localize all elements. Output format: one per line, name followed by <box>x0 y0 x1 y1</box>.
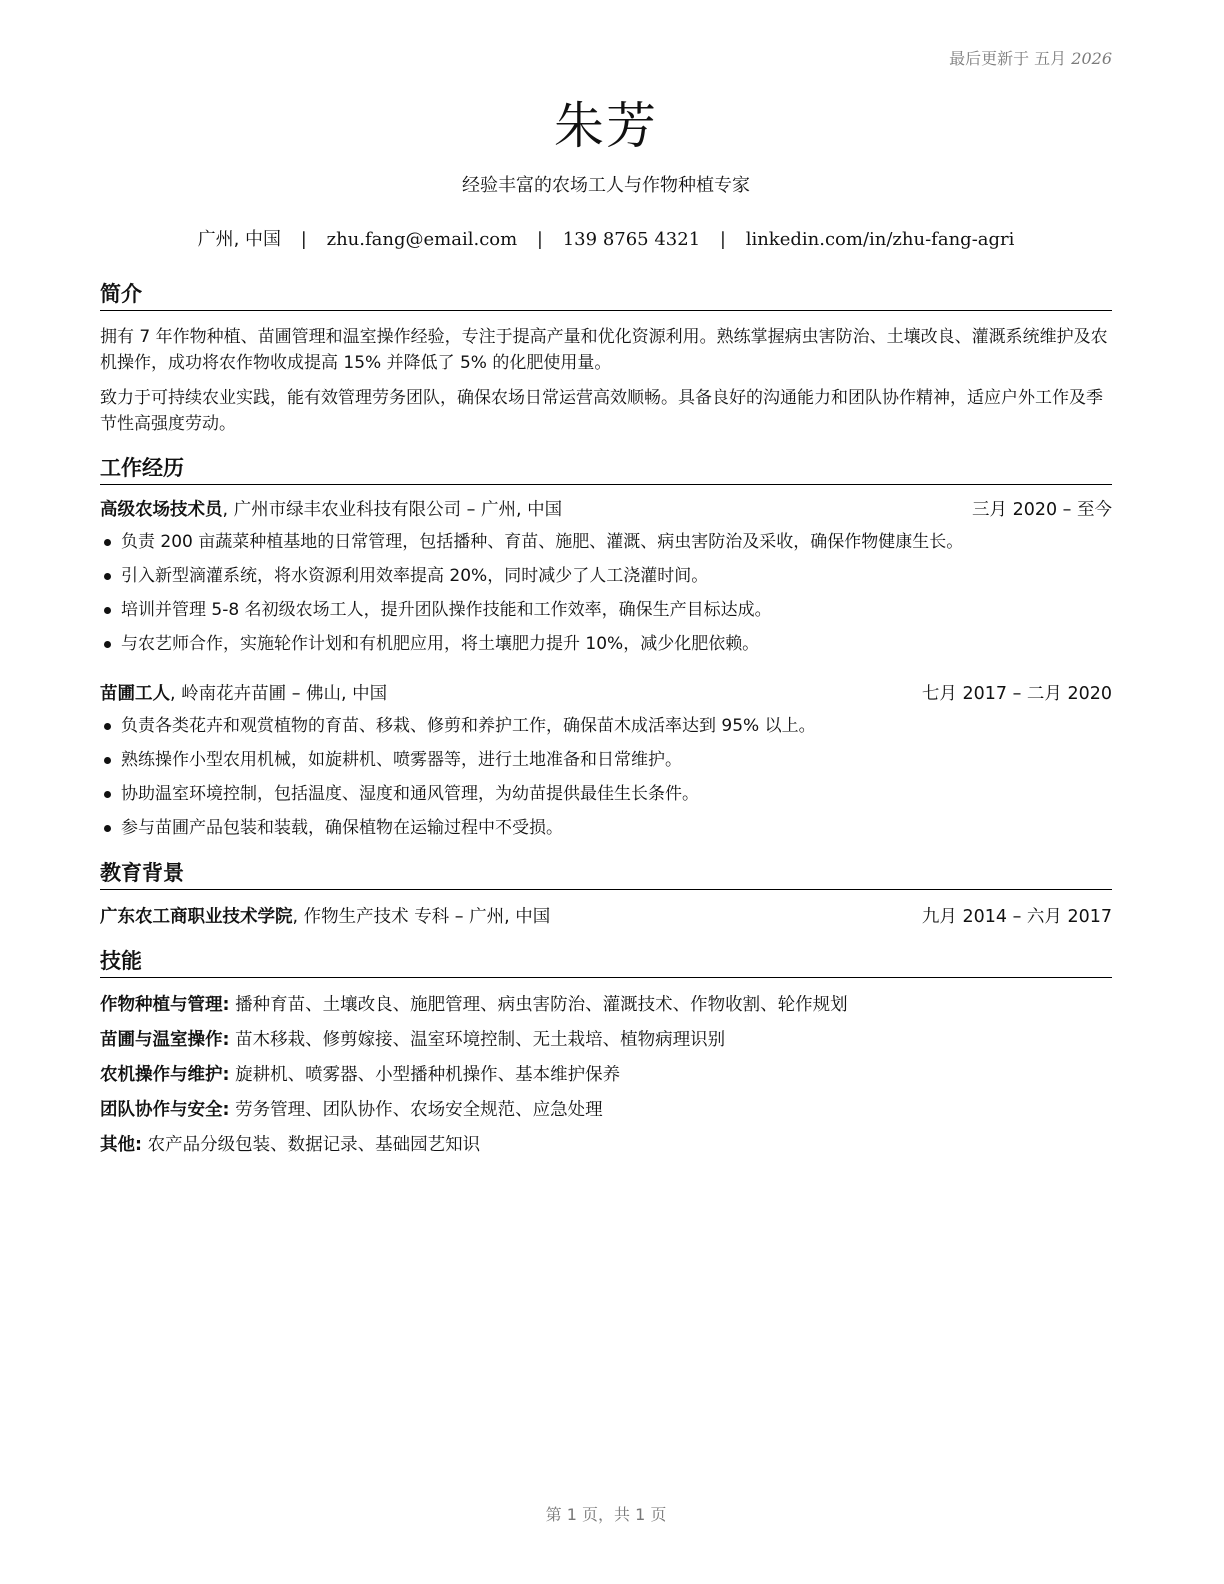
summary-paragraph: 拥有 7 年作物种植、苗圃管理和温室操作经验，专注于提高产量和优化资源利用。熟练掌握病虫害防治、土壤改良、灌溉系统维护及农机操作，成功将农作物收成提高 15% 并降低了 5% 的化肥使用量。 <box>100 327 1108 373</box>
summary-section <box>100 278 1112 437</box>
education-title-line <box>100 902 550 932</box>
contact-phone[interactable]: 139 8765 4321 <box>562 229 701 250</box>
last-updated-label: 最后更新于 五月 <box>949 49 1067 68</box>
summary-paragraph: 致力于可持续农业实践，能有效管理劳务团队，确保农场日常运营高效顺畅。具备良好的沟通能力和团队协作精神，适应户外工作及季节性高强度劳动。 <box>100 388 1103 434</box>
job-header <box>100 679 1112 709</box>
skill-category: 团队协作与安全: <box>100 1100 230 1120</box>
last-updated <box>949 46 1112 69</box>
resume-page <box>100 0 1112 1584</box>
experience-section <box>100 452 1112 845</box>
skill-category: 苗圃与温室操作: <box>100 1030 230 1050</box>
skill-values: 旋耕机、喷雾器、小型播种机操作、基本维护保养 <box>235 1065 621 1085</box>
education-school: 广东农工商职业技术学院 <box>100 907 293 927</box>
job-bullet: 培训并管理 5-8 名初级农场工人，提升团队操作技能和工作效率，确保生产目标达成。 <box>100 593 1112 627</box>
job-role: 苗圃工人 <box>100 684 170 704</box>
job-org: , 岭南花卉苗圃 – 佛山, 中国 <box>170 684 388 704</box>
job-org: , 广州市绿丰农业科技有限公司 – 广州, 中国 <box>222 500 563 520</box>
job-role: 高级农场技术员 <box>100 500 223 520</box>
contact-separator: | <box>300 229 307 250</box>
page-footer: 第 1 页，共 1 页 <box>545 1505 667 1524</box>
job-bullet: 负责各类花卉和观赏植物的育苗、移栽、修剪和养护工作，确保苗木成活率达到 95% 以上。 <box>100 709 1112 743</box>
skill-values: 苗木移栽、修剪嫁接、温室环境控制、无土栽培、植物病理识别 <box>235 1030 726 1050</box>
education-dates: 九月 2014 – 六月 2017 <box>921 907 1112 927</box>
skill-category: 其他: <box>100 1135 142 1155</box>
job-title-line <box>100 495 562 525</box>
skill-category: 农机操作与维护: <box>100 1065 230 1085</box>
education-section <box>100 857 1112 932</box>
skill-values: 劳务管理、团队协作、农场安全规范、应急处理 <box>235 1100 603 1120</box>
contact-location: 广州, 中国 <box>197 229 282 250</box>
job-bullet: 协助温室环境控制，包括温度、湿度和通风管理，为幼苗提供最佳生长条件。 <box>100 777 1112 811</box>
skill-row <box>100 1023 1112 1058</box>
skill-row <box>100 1058 1112 1093</box>
contact-email[interactable]: zhu.fang@email.com <box>326 229 518 250</box>
job-dates: 三月 2020 – 至今 <box>972 500 1112 520</box>
skill-row <box>100 1093 1112 1128</box>
skill-row <box>100 1128 1112 1163</box>
job-dates: 七月 2017 – 二月 2020 <box>921 684 1112 704</box>
contact-line <box>100 225 1112 251</box>
skill-values: 播种育苗、土壤改良、施肥管理、病虫害防治、灌溉技术、作物收割、轮作规划 <box>235 995 848 1015</box>
skill-values: 农产品分级包装、数据记录、基础园艺知识 <box>147 1135 481 1155</box>
candidate-name: 朱芳 <box>554 97 658 155</box>
contact-linkedin[interactable]: linkedin.com/in/zhu-fang-agri <box>745 229 1015 250</box>
section-title-summary: 简介 <box>100 278 1112 311</box>
section-title-skills: 技能 <box>100 945 1112 978</box>
job-bullet: 引入新型滴灌系统，将水资源利用效率提高 20%，同时减少了人工浇灌时间。 <box>100 559 1112 593</box>
education-entry <box>100 902 1112 932</box>
education-detail: , 作物生产技术 专科 – 广州, 中国 <box>292 907 551 927</box>
skill-category: 作物种植与管理: <box>100 995 230 1015</box>
contact-separator: | <box>719 229 726 250</box>
section-title-experience: 工作经历 <box>100 452 1112 485</box>
job-bullet: 熟练操作小型农用机械，如旋耕机、喷雾器等，进行土地准备和日常维护。 <box>100 743 1112 777</box>
job-bullet: 与农艺师合作，实施轮作计划和有机肥应用，将土壤肥力提升 10%，减少化肥依赖。 <box>100 627 1112 661</box>
job-entry <box>100 679 1112 845</box>
job-bullets <box>100 525 1112 661</box>
skill-row <box>100 988 1112 1023</box>
skills-list <box>100 988 1112 1163</box>
skills-section <box>100 945 1112 1163</box>
contact-separator: | <box>536 229 543 250</box>
job-bullet: 负责 200 亩蔬菜种植基地的日常管理，包括播种、育苗、施肥、灌溉、病虫害防治及采收，确保作物健康生长。 <box>100 525 1112 559</box>
job-header <box>100 495 1112 525</box>
candidate-headline: 经验丰富的农场工人与作物种植专家 <box>462 175 750 196</box>
last-updated-year: 2026 <box>1071 49 1112 68</box>
job-bullets <box>100 709 1112 845</box>
job-title-line <box>100 679 387 709</box>
job-entry <box>100 495 1112 661</box>
job-bullet: 参与苗圃产品包装和装载，确保植物在运输过程中不受损。 <box>100 811 1112 845</box>
section-title-education: 教育背景 <box>100 857 1112 890</box>
